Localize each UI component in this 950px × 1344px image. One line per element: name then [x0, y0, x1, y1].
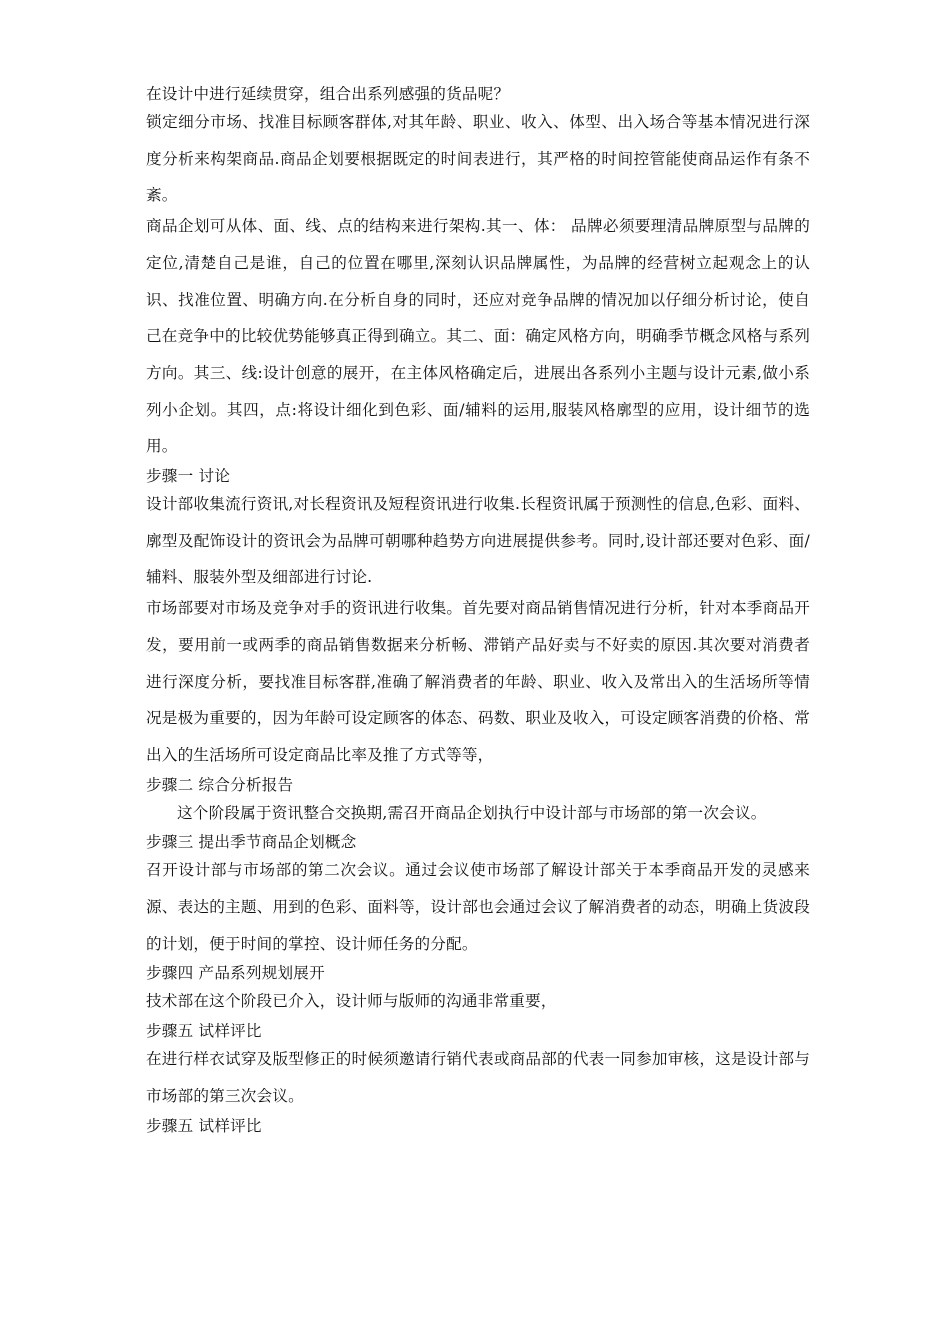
step-5-heading-repeat: 步骤五 试样评比: [146, 1116, 262, 1135]
document-page: [146, 82, 810, 1142]
paragraph-market-dept: 市场部要对市场及竞争对手的资讯进行收集。首先要对商品销售情况进行分析，针对本季商品开发，要用前一或两季的商品销售数据来分析畅、滞销产品好卖与不好卖的原因.其次要对消费者进行深度分析，要找准目标客群,准确了解消费者的年龄、职业、收入及常出入的生活场所等情况是极为重要的，因为年龄可设定顾客的体态、码数、职业及收入，可设定顾客消费的价格、常出入的生活场所可设定商品比率及推了方式等等，: [146, 599, 810, 764]
step-5-heading: 步骤五 试样评比: [146, 1022, 262, 1041]
paragraph-design-dept: 设计部收集流行资讯,对长程资讯及短程资讯进行收集.长程资讯属于预测性的信息,色彩、面料、廓型及配饰设计的资讯会为品牌可朝哪种趋势方向进展提供参考。同时,设计部还要对色彩、面/辅料、服装外型及细部进行讨论.: [146, 495, 810, 587]
paragraph-first-meeting: 这个阶段属于资讯整合交换期,需召开商品企划执行中设计部与市场部的第一次会议。: [177, 803, 767, 822]
step-2-heading: 步骤二 综合分析报告: [146, 775, 294, 794]
step-4-heading: 步骤四 产品系列规划展开: [146, 964, 325, 983]
step-3-heading: 步骤三 提出季节商品企划概念: [146, 833, 357, 852]
paragraph-structure: 商品企划可从体、面、线、点的结构来进行架构.其一、体： 品牌必须要理清品牌原型与品牌的定位,清楚自己是谁，自己的位置在哪里,深刻认识品牌属性，为品牌的经营树立起观念上的认识、找准位置、明确方向.在分析自身的同时，还应对竞争品牌的情况加以仔细分析讨论，使自己在竞争中的比较优势能够真正得到确立。其二、面：确定风格方向，明确季节概念风格与系列方向。其三、线:设计创意的展开，在主体风格确定后，进展出各系列小主题与设计元素,做小系列小企划。其四，点:将设计细化到色彩、面/辅料的运用,服装风格廓型的应用，设计细节的选用。: [146, 217, 810, 456]
paragraph-tech-dept: 技术部在这个阶段已介入，设计师与版师的沟通非常重要，: [146, 992, 557, 1011]
step-1-heading: 步骤一 讨论: [146, 467, 231, 486]
paragraph-third-meeting: 在进行样衣试穿及版型修正的时候须邀请行销代表或商品部的代表一同参加审核，这是设计部与市场部的第三次会议。: [146, 1050, 810, 1105]
paragraph-intro-question: 在设计中进行延续贯穿，组合出系列感强的货品呢？: [146, 85, 510, 103]
paragraph-target-market: 锁定细分市场、找准目标顾客群体,对其年龄、职业、收入、体型、出入场合等基本情况进行深度分析来构架商品.商品企划要根据既定的时间表进行，其严格的时间控管能使商品运作有条不紊。: [146, 113, 810, 205]
paragraph-second-meeting: 召开设计部与市场部的第二次会议。通过会议使市场部了解设计部关于本季商品开发的灵感来源、表达的主题、用到的色彩、面料等，设计部也会通过会议了解消费者的动态，明确上货波段的计划，便于时间的掌控、设计师任务的分配。: [146, 861, 810, 953]
